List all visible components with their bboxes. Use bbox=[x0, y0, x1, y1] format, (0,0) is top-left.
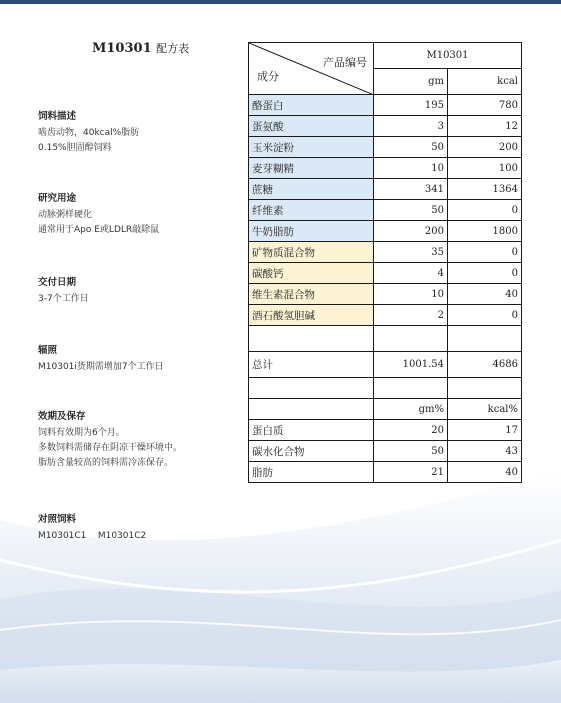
table-row bbox=[249, 116, 522, 137]
ingredient-name: 纤维素 bbox=[249, 200, 374, 221]
section-heading: 效期及保存 bbox=[38, 411, 86, 422]
ingredient-gm: 195 bbox=[374, 95, 448, 116]
table-row bbox=[249, 95, 522, 116]
ingredient-kcal: 1800 bbox=[448, 221, 522, 242]
component-label: 成分 bbox=[257, 70, 279, 83]
section-line: M10301i货期需增加7个工作日 bbox=[38, 362, 164, 372]
table-row bbox=[249, 179, 522, 200]
ingredient-kcal: 0 bbox=[448, 305, 522, 326]
table-row bbox=[249, 200, 522, 221]
section-line: M10301C1 M10301C2 bbox=[38, 531, 147, 541]
ingredient-name: 玉米淀粉 bbox=[249, 137, 374, 158]
ingredient-kcal: 200 bbox=[448, 137, 522, 158]
page-title bbox=[92, 40, 189, 56]
section-research-use bbox=[38, 190, 159, 238]
table-row bbox=[249, 158, 522, 179]
ingredient-gm: 3 bbox=[374, 116, 448, 137]
section-shelf-life bbox=[38, 408, 182, 471]
table-row bbox=[249, 242, 522, 263]
ingredient-gm: 50 bbox=[374, 200, 448, 221]
ingredient-kcal: 100 bbox=[448, 158, 522, 179]
ingredient-gm: 35 bbox=[374, 242, 448, 263]
ingredient-name: 牛奶脂肪 bbox=[249, 221, 374, 242]
total-kcal: 4686 bbox=[448, 352, 522, 378]
ingredient-kcal: 12 bbox=[448, 116, 522, 137]
section-line: 脂肪含量较高的饲料需冷冻保存。 bbox=[38, 458, 174, 468]
section-line: 0.15%胆固醇饲料 bbox=[38, 143, 112, 153]
macro-row bbox=[249, 441, 522, 462]
macro-gm-percent: 20 bbox=[374, 420, 448, 441]
ingredient-name: 碳酸钙 bbox=[249, 263, 374, 284]
empty-row bbox=[249, 378, 522, 399]
section-heading: 对照饲料 bbox=[38, 514, 77, 525]
macro-kcal-percent: 43 bbox=[448, 441, 522, 462]
macro-row bbox=[249, 420, 522, 441]
macro-gm-percent: 50 bbox=[374, 441, 448, 462]
macro-row bbox=[249, 462, 522, 483]
ingredient-kcal: 0 bbox=[448, 200, 522, 221]
section-control-diet bbox=[38, 511, 146, 544]
ingredient-name: 酒石酸氢胆碱 bbox=[249, 305, 374, 326]
total-gm: 1001.54 bbox=[374, 352, 448, 378]
section-line: 动脉粥样硬化 bbox=[38, 210, 93, 220]
macro-name: 蛋白质 bbox=[249, 420, 374, 441]
section-line: 饲料有效期为6个月。 bbox=[38, 428, 125, 438]
unit-gm-percent: gm% bbox=[374, 399, 448, 420]
unit-kcal: kcal bbox=[448, 69, 522, 95]
section-irradiation bbox=[38, 342, 164, 375]
section-line: 啮齿动物，40kcal%脂肪 bbox=[38, 128, 140, 138]
section-feed-description bbox=[38, 108, 139, 156]
ingredient-name: 酪蛋白 bbox=[249, 95, 374, 116]
formula-table bbox=[248, 42, 522, 483]
ingredient-gm: 10 bbox=[374, 158, 448, 179]
section-heading: 交付日期 bbox=[38, 277, 77, 288]
table-row bbox=[249, 284, 522, 305]
section-line: 通常用于Apo E或LDLR敲除鼠 bbox=[38, 225, 160, 235]
empty-row bbox=[249, 326, 522, 352]
ingredient-gm: 4 bbox=[374, 263, 448, 284]
product-code-title: M10301 bbox=[92, 41, 152, 56]
macro-gm-percent: 21 bbox=[374, 462, 448, 483]
ingredient-name: 矿物质混合物 bbox=[249, 242, 374, 263]
table-row bbox=[249, 263, 522, 284]
ingredient-kcal: 1364 bbox=[448, 179, 522, 200]
unit-kcal-percent: kcal% bbox=[448, 399, 522, 420]
ingredient-kcal: 780 bbox=[448, 95, 522, 116]
ingredient-gm: 341 bbox=[374, 179, 448, 200]
ingredient-gm: 50 bbox=[374, 137, 448, 158]
section-line: 多数饲料需储存在阴凉干燥环境中。 bbox=[38, 443, 183, 453]
diagonal-header-cell bbox=[249, 43, 374, 95]
section-heading: 辐照 bbox=[38, 345, 58, 356]
section-delivery bbox=[38, 274, 89, 307]
section-heading: 研究用途 bbox=[38, 193, 77, 204]
ingredient-name: 蔗糖 bbox=[249, 179, 374, 200]
macro-name: 脂肪 bbox=[249, 462, 374, 483]
table-row bbox=[249, 137, 522, 158]
ingredient-name: 维生素混合物 bbox=[249, 284, 374, 305]
total-label: 总计 bbox=[249, 352, 374, 378]
product-code-cell: M10301 bbox=[374, 43, 522, 69]
ingredient-name: 麦芽糊精 bbox=[249, 158, 374, 179]
macro-kcal-percent: 17 bbox=[448, 420, 522, 441]
percent-unit-row bbox=[249, 399, 522, 420]
ingredient-gm: 10 bbox=[374, 284, 448, 305]
ingredient-kcal: 40 bbox=[448, 284, 522, 305]
unit-gm: gm bbox=[374, 69, 448, 95]
title-suffix: 配方表 bbox=[156, 42, 190, 55]
ingredient-gm: 2 bbox=[374, 305, 448, 326]
total-row bbox=[249, 352, 522, 378]
section-line: 3-7个工作日 bbox=[38, 294, 89, 304]
section-heading: 饲料描述 bbox=[38, 111, 77, 122]
product-number-label: 产品编号 bbox=[323, 56, 367, 69]
table-row bbox=[249, 221, 522, 242]
ingredient-kcal: 0 bbox=[448, 263, 522, 284]
ingredient-name: 蛋氨酸 bbox=[249, 116, 374, 137]
macro-kcal-percent: 40 bbox=[448, 462, 522, 483]
ingredient-kcal: 0 bbox=[448, 242, 522, 263]
ingredient-gm: 200 bbox=[374, 221, 448, 242]
macro-name: 碳水化合物 bbox=[249, 441, 374, 462]
table-row bbox=[249, 305, 522, 326]
